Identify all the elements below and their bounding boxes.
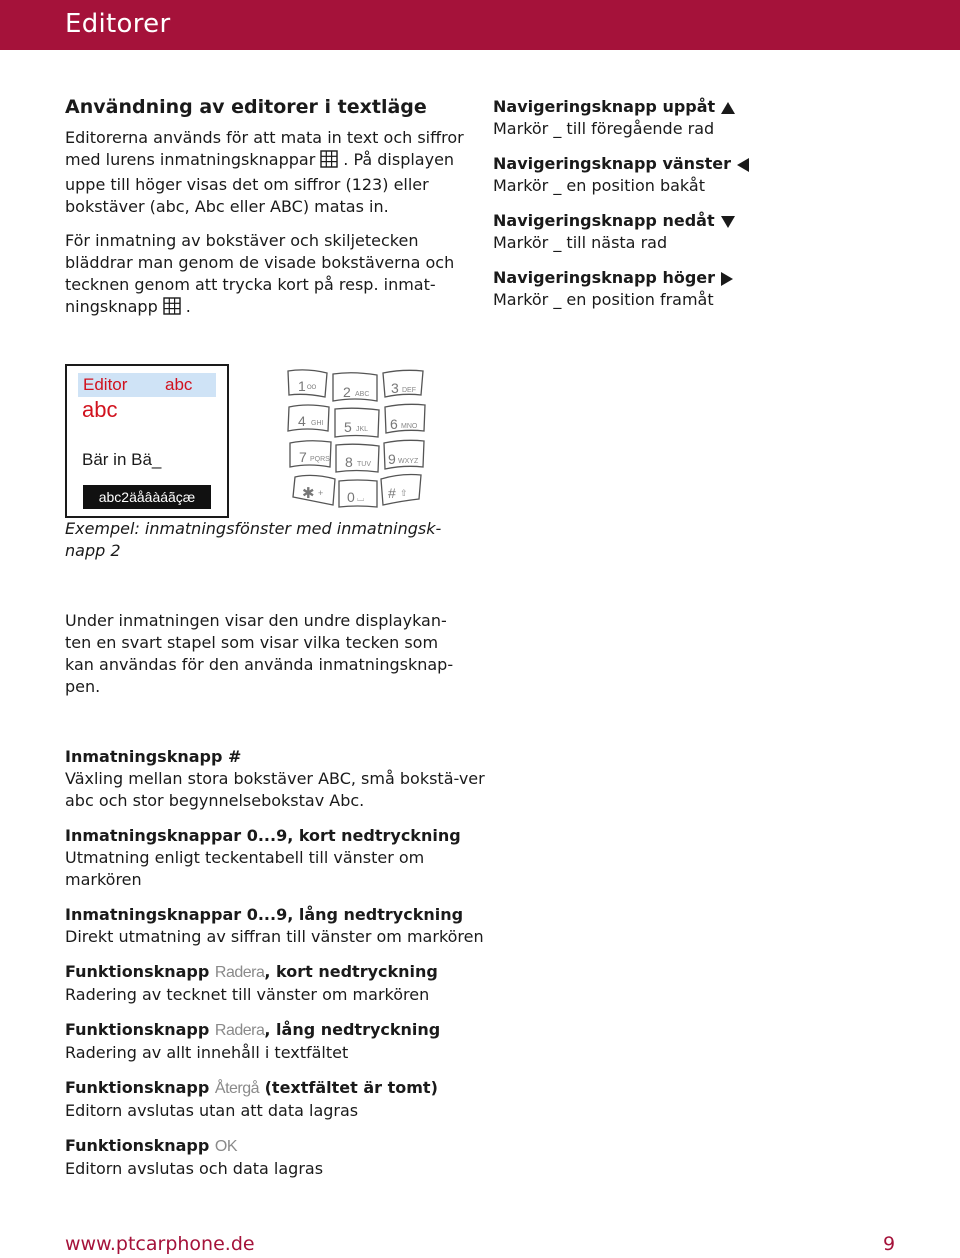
page-number: 9 <box>883 1233 896 1255</box>
key-title-suffix: , lång nedtryckning <box>264 1020 441 1039</box>
display-entered-text: Bär in Bä_ <box>82 450 162 469</box>
key-letters: + <box>318 488 324 498</box>
key-digit: 7 <box>299 449 307 465</box>
input-keys-section <box>65 746 485 1193</box>
display-character-bar: abc2äåâàáãçæ <box>83 485 211 509</box>
key-digit: 3 <box>391 380 399 396</box>
intro-paragraph-2 <box>65 230 465 321</box>
shift-icon: ⇧ <box>400 488 408 498</box>
key-description: Växling mellan stora bokstäver ABC, små bokstä-ver abc och stor begynnelsebokstav Abc. <box>65 769 485 810</box>
softkey-label: Radera <box>214 964 265 981</box>
display-mode-indicator: abc <box>165 375 193 394</box>
keypad-key <box>381 475 421 506</box>
key-letters: TUV <box>357 461 371 468</box>
nav-key-up <box>493 96 933 140</box>
keypad-key <box>385 404 425 433</box>
nav-key-title: Navigeringsknapp vänster <box>493 154 731 173</box>
key-description-item <box>65 1135 485 1180</box>
key-title: Funktionsknapp <box>65 1078 215 1097</box>
arrow-up-icon <box>721 102 735 114</box>
key-description: Editorn avslutas utan att data lagras <box>65 1101 359 1120</box>
footer-website-link[interactable]: www.ptcarphone.de <box>65 1233 255 1255</box>
nav-key-title: Navigeringsknapp uppåt <box>493 97 716 116</box>
key-digit: 1 <box>298 378 306 394</box>
key-description: Radering av allt innehåll i textfältet <box>65 1043 349 1062</box>
character-bar-paragraph: Under inmatningen visar den undre displaykan-ten en svart stapel som visar vilka tecken som kan användas för den använda inmatningsknap-pen. <box>65 611 454 696</box>
key-digit: 8 <box>345 454 353 470</box>
keypad-icon <box>161 297 183 321</box>
key-description: Utmatning enligt teckentabell till vänster om markören <box>65 848 425 889</box>
nav-key-description: Markör _ till föregående rad <box>493 119 715 138</box>
nav-key-down <box>493 210 933 254</box>
key-letters: ABC <box>355 391 370 398</box>
key-title: Funktionsknapp <box>65 962 215 981</box>
key-letters: GHI <box>311 420 324 427</box>
key-digit: 2 <box>343 384 351 400</box>
phone-display-example <box>65 364 229 518</box>
nav-key-right <box>493 267 933 311</box>
keypad-key <box>384 440 424 469</box>
section-heading: Användning av editorer i textläge <box>65 96 427 118</box>
key-description-item <box>65 746 485 812</box>
key-letters: DEF <box>402 387 416 394</box>
navigation-keys-section <box>493 96 933 324</box>
key-digit: 5 <box>344 419 352 435</box>
key-letters: JKL <box>356 426 369 433</box>
key-title: Funktionsknapp <box>65 1020 215 1039</box>
key-digit: 4 <box>298 413 306 429</box>
nav-key-left <box>493 153 933 197</box>
key-digit: ✱ <box>302 485 315 502</box>
keypad-key <box>335 408 379 437</box>
softkey-label: Återgå <box>214 1080 260 1097</box>
keypad-key <box>293 475 335 505</box>
key-title-suffix: , kort nedtryckning <box>264 962 438 981</box>
nav-key-title: Navigeringsknapp höger <box>493 268 716 287</box>
intro-text: Editorerna används för att mata in text och siffror med lurens inmatningsknappar <box>65 128 464 169</box>
display-status-bar <box>78 373 216 397</box>
nav-key-description: Markör _ en position bakåt <box>493 176 705 195</box>
keypad-icon <box>318 150 340 174</box>
key-description-item <box>65 825 485 891</box>
key-description-item <box>65 961 485 1006</box>
key-title: Inmatningsknappar 0...9, kort nedtryckning <box>65 826 461 845</box>
page-title: Editorer <box>65 9 171 39</box>
keypad-key <box>288 405 329 431</box>
display-input-mode: abc <box>82 397 118 422</box>
key-letters: MNO <box>401 423 418 430</box>
nav-key-description: Markör _ en position framåt <box>493 290 714 309</box>
nav-key-description: Markör _ till nästa rad <box>493 233 668 252</box>
key-title: Inmatningsknappar 0...9, lång nedtryckning <box>65 905 464 924</box>
key-digit: 9 <box>388 451 396 467</box>
key-title-suffix: (textfältet är tomt) <box>259 1078 438 1097</box>
key-description-item <box>65 904 485 948</box>
keypad-key <box>288 370 327 397</box>
intro-text: . <box>185 297 191 316</box>
intro-paragraph-1 <box>65 127 465 218</box>
display-editor-label: Editor <box>83 375 128 394</box>
keypad-illustration <box>285 367 430 515</box>
keypad-key <box>336 444 379 472</box>
figure-caption: Exempel: inmatningsfönster med inmatningsk-napp 2 <box>65 519 442 560</box>
key-description: Direkt utmatning av siffran till vänster om markören <box>65 927 484 946</box>
keypad-key <box>290 441 331 467</box>
key-description-item <box>65 1019 485 1064</box>
intro-text: För inmatning av bokstäver och skiljetecken bläddrar man genom de visade bokstäverna och tecknen genom att trycka kort på resp. inmat-ningsknapp <box>65 231 455 316</box>
arrow-left-icon <box>737 158 749 172</box>
key-digit: 6 <box>390 416 398 432</box>
key-description: Radering av tecknet till vänster om markören <box>65 985 430 1004</box>
space-icon: ⌴ <box>357 493 365 503</box>
key-letters: WXYZ <box>398 458 419 465</box>
softkey-label: OK <box>214 1138 238 1155</box>
page-header <box>0 0 960 50</box>
keypad-key <box>383 370 423 397</box>
arrow-right-icon <box>721 272 733 286</box>
keypad-key <box>333 373 377 401</box>
key-letters: PQRS <box>310 456 330 463</box>
key-digit: # <box>388 485 396 501</box>
key-description-item <box>65 1077 485 1122</box>
nav-key-title: Navigeringsknapp nedåt <box>493 211 715 230</box>
softkey-label: Radera <box>214 1022 265 1039</box>
key-digit: 0 <box>347 489 355 505</box>
intro-text: . På displayen uppe till höger visas det om siffror (123) eller bokstäver (abc, Abc eller ABC) matas in. <box>65 150 455 216</box>
intro-section <box>65 96 465 321</box>
keypad-key <box>339 480 377 507</box>
voicemail-icon: ᴼᴼ <box>307 383 317 393</box>
key-description: Editorn avslutas och data lagras <box>65 1159 324 1178</box>
key-title: Inmatningsknapp # <box>65 747 242 766</box>
key-title: Funktionsknapp <box>65 1136 215 1155</box>
arrow-down-icon <box>721 216 735 228</box>
